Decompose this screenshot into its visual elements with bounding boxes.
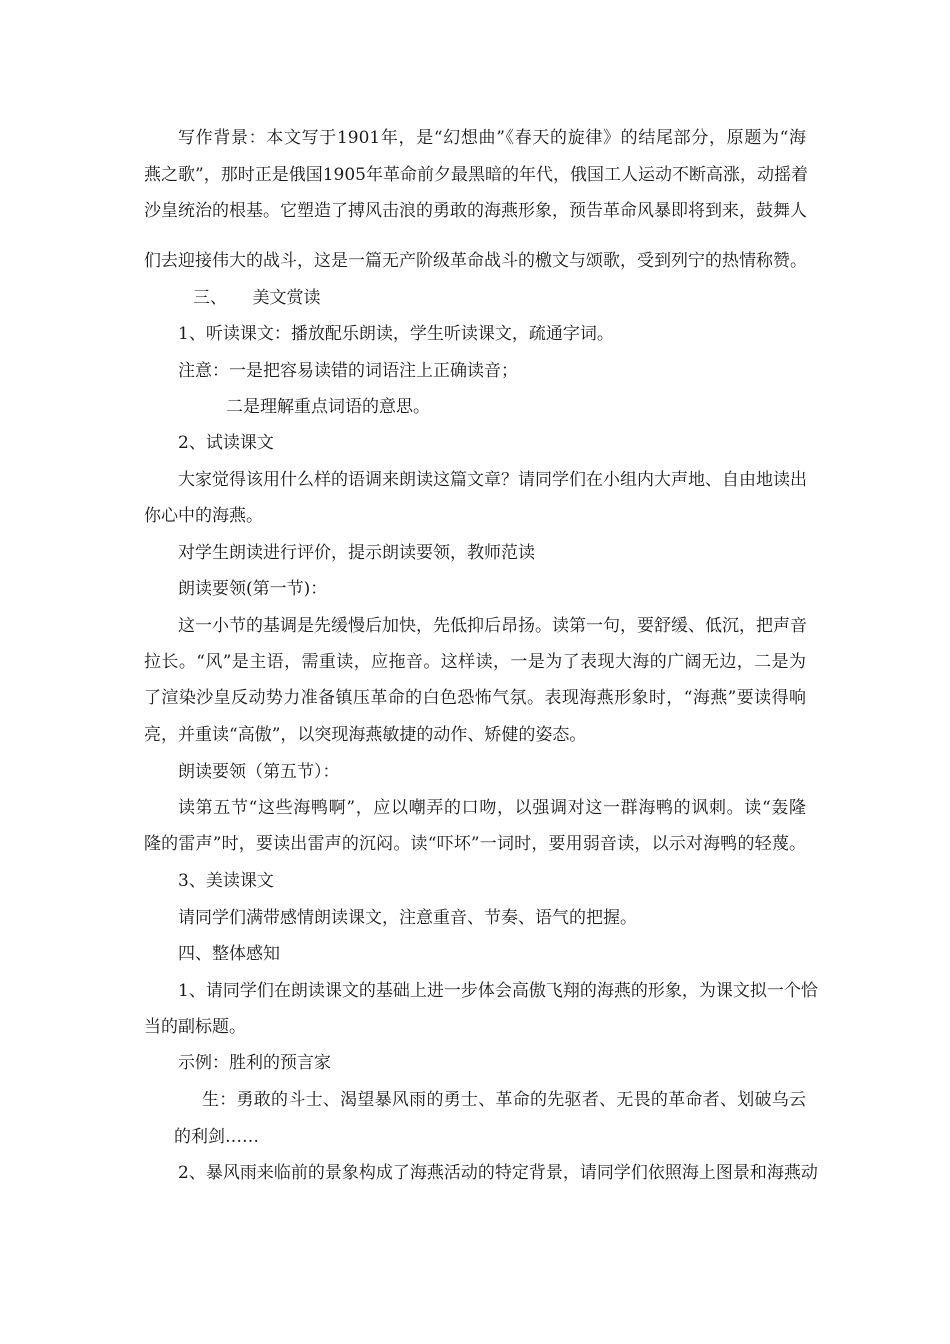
paragraph-line: 们去迎接伟大的战斗，这是一篇无产阶级革命战斗的檄文与颂歌，受到列宁的热情称赞。 [144,251,807,271]
paragraph-line: 亮，并重读“高傲”，以突现海燕敏捷的动作、矫健的姿态。 [144,725,587,745]
paragraph-line: 沙皇统治的根基。它塑造了搏风击浪的勇敢的海燕形象，预告革命风暴即将到来，鼓舞人 [144,201,807,221]
paragraph-line: 你心中的海燕。 [144,506,263,526]
paragraph-line: 1、听读课文：播放配乐朗读，学生听读课文，疏通字词。 [178,324,614,344]
paragraph-line: 当的副标题。 [144,1017,246,1037]
paragraph-line: 拉长。“风”是主语，需重读，应拖音。这样读，一是为了表现大海的广阔无边，二是为 [144,652,806,672]
paragraph-line: 朗读要领（第五节）： [178,762,340,782]
paragraph-line: 注意：一是把容易读错的词语注上正确读音； [178,361,518,381]
subsection-heading: 3、美读课文 [178,871,274,891]
paragraph-line: 了渲染沙皇反动势力准备镇压革命的白色恐怖气氛。表现海燕形象时，“海燕”要读得响 [144,688,806,708]
paragraph-line: 写作背景：本文写于1901年，是“幻想曲”《春天的旋律》的结尾部分，原题为“海 [178,128,806,148]
paragraph-line: 朗读要领(第一节)： [178,579,328,599]
paragraph-line: 生：勇敢的斗士、渴望暴风雨的勇士、革命的先驱者、无畏的革命者、划破乌云 [202,1090,806,1110]
section-heading: 三、 美文赏读 [193,288,321,308]
subsection-heading: 2、试读课文 [178,433,274,453]
paragraph-line: 对学生朗读进行评价，提示朗读要领，教师范读 [178,543,535,563]
paragraph-line: 的利剑…… [174,1127,259,1147]
paragraph-line: 读第五节“这些海鸭啊”，应以嘲弄的口吻，以强调对这一群海鸭的讽刺。读“轰隆 [178,798,806,818]
paragraph-line: 隆的雷声”时，要读出雷声的沉闷。读“吓坏”一词时，要用弱音读，以示对海鸭的轻蔑。 [144,834,806,854]
section-heading: 四、整体感知 [178,944,280,964]
paragraph-line: 2、暴风雨来临前的景象构成了海燕活动的特定背景，请同学们依照海上图景和海燕动 [178,1163,818,1183]
paragraph-line: 燕之歌”，那时正是俄国1905年革命前夕最黑暗的年代，俄国工人运动不断高涨，动摇着 [144,165,808,185]
paragraph-line: 示例：胜利的预言家 [178,1053,331,1073]
paragraph-line: 二是理解重点词语的意思。 [226,397,430,417]
paragraph-line: 请同学们满带感情朗读课文，注意重音、节奏、语气的把握。 [178,908,637,928]
paragraph-line: 1、请同学们在朗读课文的基础上进一步体会高傲飞翔的海燕的形象，为课文拟一个恰 [178,981,818,1001]
paragraph-line: 这一小节的基调是先缓慢后加快，先低抑后昂扬。读第一句，要舒缓、低沉，把声音 [178,616,807,636]
paragraph-line: 大家觉得该用什么样的语调来朗读这篇文章？请同学们在小组内大声地、自由地读出 [178,470,807,490]
